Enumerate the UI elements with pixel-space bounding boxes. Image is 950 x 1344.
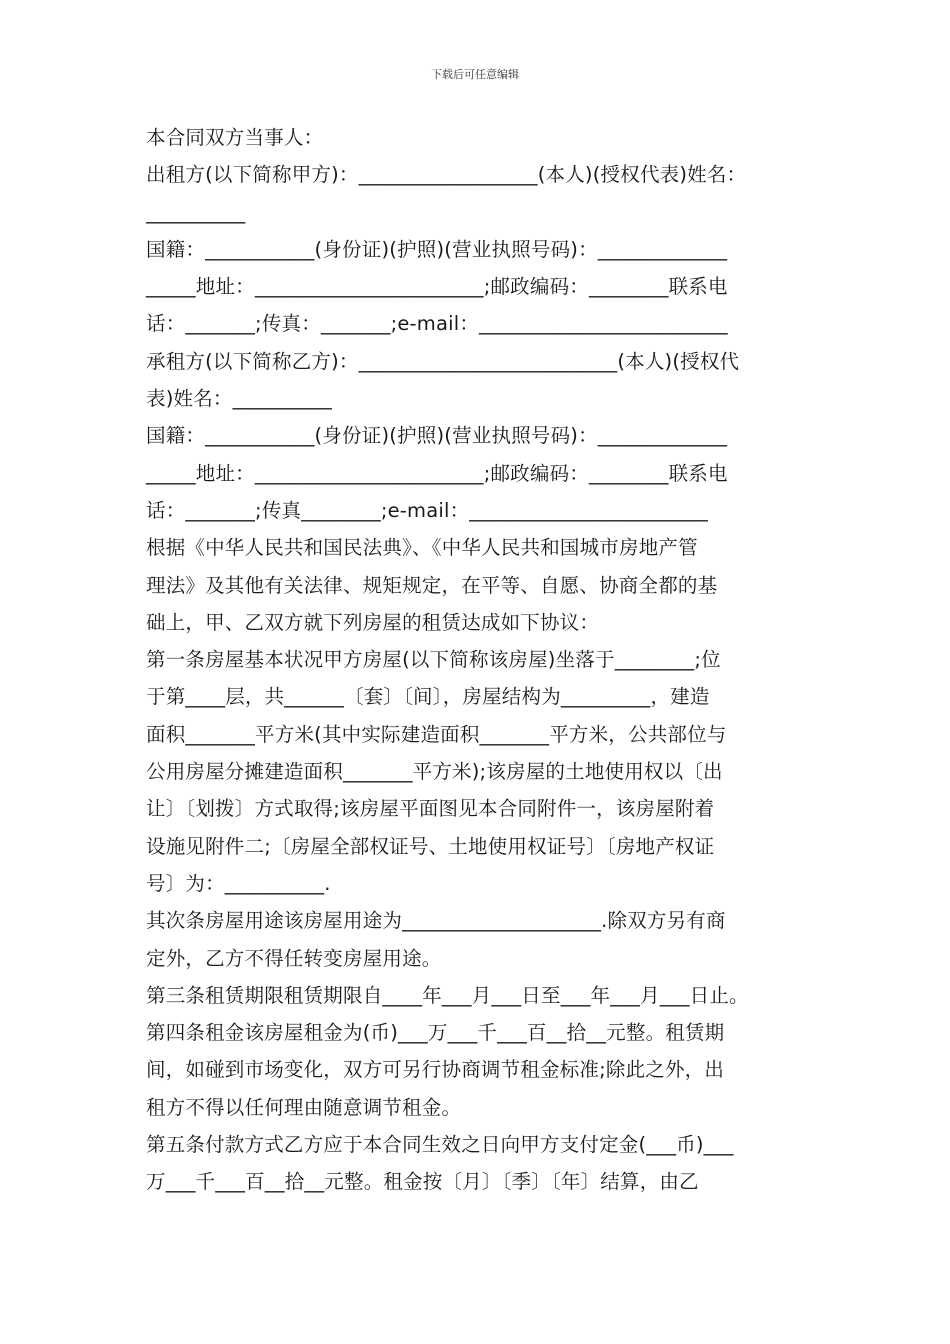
text-line: 于第____层，共______〔套〕〔间〕，房屋结构为_________，建造 <box>146 685 710 709</box>
text-line: 第一条房屋基本状况甲方房屋(以下简称该房屋)坐落于________;位 <box>146 648 721 672</box>
text-line: 承租方(以下简称乙方)：__________________________(本人)(授权代 <box>146 349 740 373</box>
text-line: 第五条付款方式乙方应于本合同生效之日向甲方支付定金(___币)___ <box>146 1133 734 1157</box>
text-line: 根据《中华人民共和国民法典》、《中华人民共和国城市房地产管 <box>146 536 698 560</box>
text-line: 表)姓名：__________ <box>146 387 333 411</box>
text-line: 让〕〔划拨〕方式取得;该房屋平面图见本合同附件一，该房屋附着 <box>146 797 715 821</box>
text-line: 国籍：___________(身份证)(护照)(营业执照号码)：_____________ <box>146 237 728 261</box>
text-line: 话：_______;传真________;e-mail：________________________ <box>146 498 709 522</box>
text-line: 万___千___百__拾__元整。租金按〔月〕〔季〕〔年〕结算，由乙 <box>146 1170 699 1194</box>
text-line: 号〕为：__________. <box>146 871 331 895</box>
text-line: 其次条房屋用途该房屋用途为____________________.除双方另有商 <box>146 909 726 933</box>
text-line: 出租方(以下简称甲方)：__________________(本人)(授权代表)姓名： <box>146 163 747 187</box>
text-line: 本合同双方当事人： <box>146 126 324 149</box>
text-line: _____地址：_______________________;邮政编码：________联系电 <box>146 275 728 299</box>
document-body <box>146 119 810 1201</box>
text-line: 公用房屋分摊建造面积_______平方米);该房屋的土地使用权以〔出 <box>146 760 723 784</box>
text-line: __________ <box>146 200 246 224</box>
text-line: 租方不得以任何理由随意调节租金。 <box>146 1095 462 1119</box>
text-line: 第三条租赁期限租赁期限自____年___月___日至___年___月___日止。 <box>146 983 749 1007</box>
text-line: 础上，甲、乙双方就下列房屋的租赁达成如下协议： <box>146 610 600 634</box>
text-line: 国籍：___________(身份证)(护照)(营业执照号码)：_____________ <box>146 424 728 448</box>
text-line: _____地址：_______________________;邮政编码：________联系电 <box>146 461 728 485</box>
page-header: 下载后可任意编辑 <box>431 68 519 81</box>
text-line: 间，如碰到市场变化，双方可另行协商调节租金标准;除此之外，出 <box>146 1058 725 1082</box>
text-line: 设施见附件二;〔房屋全部权证号、土地使用权证号〕〔房地产权证 <box>146 834 715 858</box>
text-line: 定外，乙方不得任转变房屋用途。 <box>146 946 442 970</box>
text-line: 话：_______;传真：_______;e-mail：_________________________ <box>146 312 728 336</box>
text-line: 第四条租金该房屋租金为(币)___万___千___百__拾__元整。租赁期 <box>146 1021 725 1045</box>
text-line: 理法》及其他有关法律、规矩规定，在平等、自愿、协商全都的基 <box>146 573 718 597</box>
text-line: 面积_______平方米(其中实际建造面积_______平方米，公共部位与 <box>146 722 727 746</box>
